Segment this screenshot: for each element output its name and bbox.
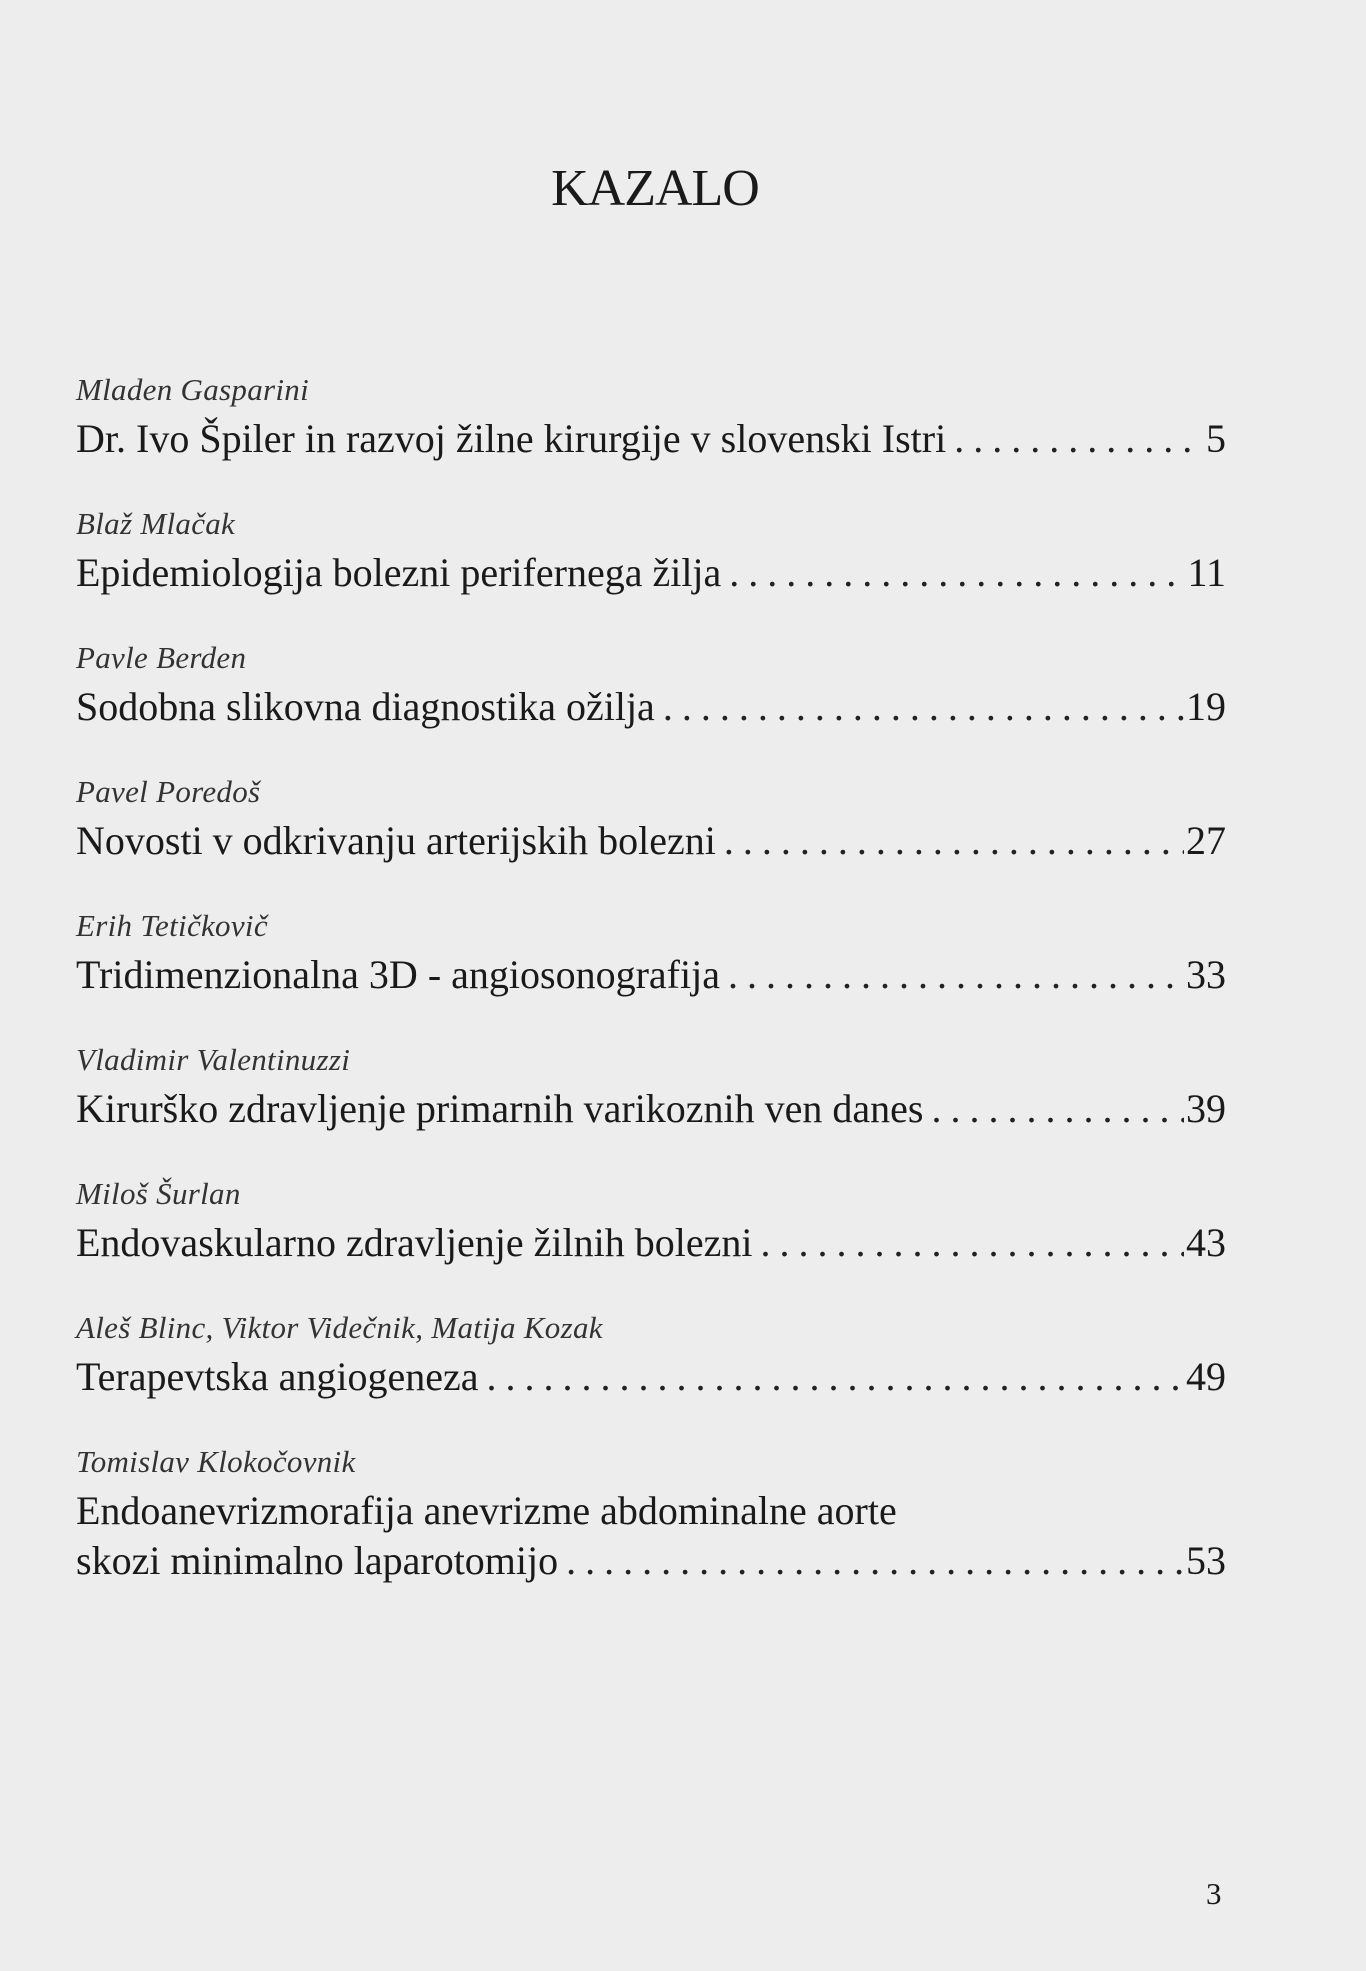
toc-title-line[interactable] <box>76 682 1226 732</box>
toc-title-line[interactable] <box>76 414 1226 464</box>
toc-entry <box>76 1444 1226 1586</box>
toc-title-line[interactable] <box>76 1084 1226 1134</box>
toc-title: Sodobna slikovna diagnostika ožilja <box>76 684 655 729</box>
toc-title: Tridimenzionalna 3D - angiosonografija <box>76 952 720 997</box>
toc-page-ref: 11 <box>1187 550 1226 595</box>
toc-entry <box>76 506 1226 598</box>
toc-page-ref: 43 <box>1186 1220 1226 1265</box>
toc-title-line[interactable] <box>76 548 1226 598</box>
toc-title: Terapevtska angiogeneza <box>76 1354 479 1399</box>
toc-author: Vladimir Valentinuzzi <box>76 1042 351 1077</box>
toc-entry <box>76 372 1226 464</box>
dot-leader <box>724 816 1184 866</box>
toc-title: Dr. Ivo Špiler in razvoj žilne kirurgije v slovenski Istri <box>76 416 947 461</box>
toc-page-ref: 53 <box>1186 1538 1226 1583</box>
dot-leader <box>487 1352 1184 1402</box>
toc-page-ref: 27 <box>1186 818 1226 863</box>
toc-page-ref: 5 <box>1206 416 1226 461</box>
toc-title: skozi minimalno laparotomijo <box>76 1538 559 1583</box>
toc-title-first-line[interactable]: Endoanevrizmorafija anevrizme abdominalne aorte <box>76 1488 897 1533</box>
toc-author: Blaž Mlačak <box>76 506 236 541</box>
dot-leader <box>760 1218 1184 1268</box>
toc-author: Mladen Gasparini <box>76 372 309 407</box>
page-number: 3 <box>1206 1876 1222 1911</box>
toc-title: Kirurško zdravljenje primarnih varikoznih ven danes <box>76 1086 924 1131</box>
toc-author: Tomislav Klokočovnik <box>76 1444 356 1479</box>
toc-title: Endovaskularno zdravljenje žilnih bolezni <box>76 1220 753 1265</box>
toc-title: Novosti v odkrivanju arterijskih bolezni <box>76 818 716 863</box>
toc-entry <box>76 1310 1226 1402</box>
dot-leader <box>566 1536 1184 1586</box>
toc-page-ref: 19 <box>1186 684 1226 729</box>
toc-title-line[interactable] <box>76 1352 1226 1402</box>
toc-page-ref: 49 <box>1186 1354 1226 1399</box>
dot-leader <box>663 682 1184 732</box>
toc-author: Miloš Šurlan <box>76 1176 241 1211</box>
toc-entry <box>76 1042 1226 1134</box>
toc-title-line[interactable] <box>76 1536 1226 1586</box>
toc-author: Pavel Poredoš <box>76 774 261 809</box>
toc-entry <box>76 640 1226 732</box>
toc-entry <box>76 774 1226 866</box>
toc-author: Pavle Berden <box>76 640 247 675</box>
toc-page-ref: 33 <box>1186 952 1226 997</box>
toc-title: Epidemiologija bolezni perifernega žilja <box>76 550 722 595</box>
table-of-contents <box>76 372 1226 1628</box>
toc-title-line[interactable] <box>76 816 1226 866</box>
toc-page-ref: 39 <box>1186 1086 1226 1131</box>
dot-leader <box>932 1084 1185 1134</box>
toc-entry <box>76 908 1226 1000</box>
toc-entry <box>76 1176 1226 1268</box>
toc-title-line[interactable] <box>76 1218 1226 1268</box>
dot-leader <box>728 950 1184 1000</box>
toc-author: Erih Tetičkovič <box>76 908 268 943</box>
dot-leader <box>729 548 1185 598</box>
toc-title-line[interactable] <box>76 950 1226 1000</box>
page-title: KAZALO <box>551 160 759 217</box>
toc-author: Aleš Blinc, Viktor Videčnik, Matija Kozak <box>76 1310 603 1345</box>
dot-leader <box>954 414 1204 464</box>
